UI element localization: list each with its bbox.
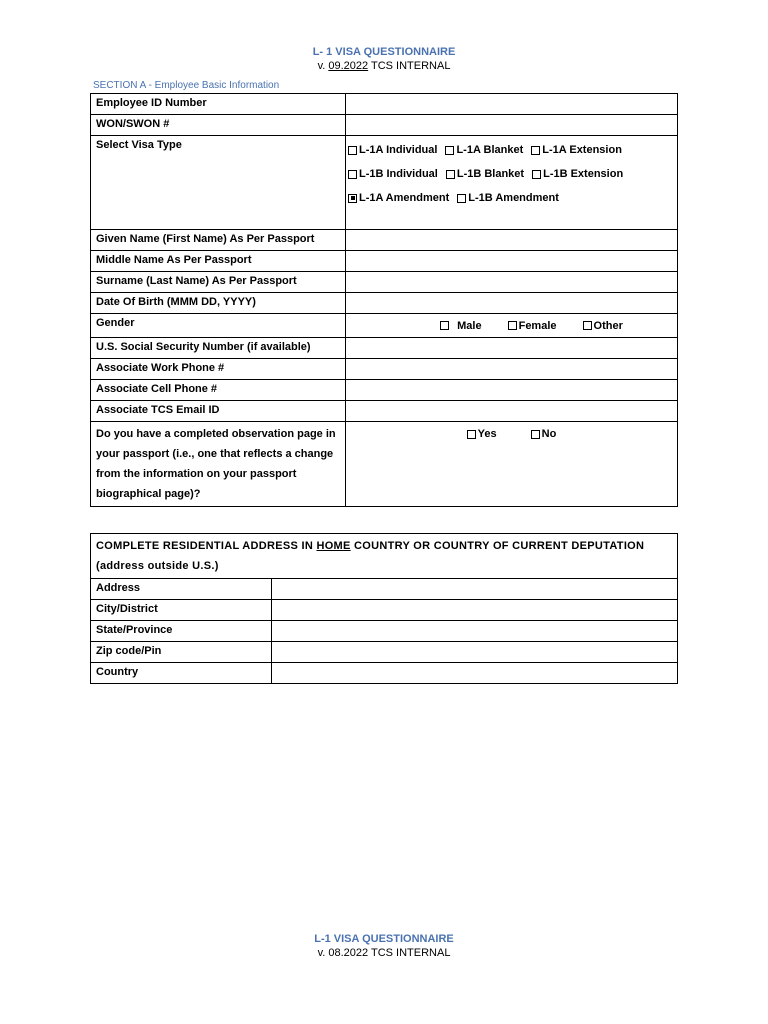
middle-name-label: Middle Name As Per Passport bbox=[91, 251, 346, 272]
visa-option-l1a-amendment[interactable] bbox=[348, 191, 449, 205]
gender-label: Gender bbox=[91, 314, 346, 338]
observation-option-no[interactable] bbox=[531, 427, 557, 441]
version-prefix: v. bbox=[317, 60, 329, 72]
footer-title: L-1 VISA QUESTIONNAIRE bbox=[314, 933, 454, 945]
won-field[interactable] bbox=[346, 115, 678, 136]
country-field[interactable] bbox=[272, 663, 678, 684]
observation-options bbox=[346, 422, 678, 507]
address-table bbox=[90, 533, 678, 684]
checkbox-icon bbox=[440, 321, 449, 330]
checkbox-icon bbox=[467, 430, 476, 439]
observation-option-yes[interactable] bbox=[467, 427, 497, 441]
employee-info-table bbox=[90, 93, 678, 507]
employee-id-label: Employee ID Number bbox=[91, 94, 346, 115]
checkbox-icon bbox=[348, 170, 357, 179]
checkbox-icon bbox=[532, 170, 541, 179]
work-phone-label: Associate Work Phone # bbox=[91, 359, 346, 380]
state-field[interactable] bbox=[272, 621, 678, 642]
visa-type-options bbox=[346, 136, 678, 230]
option-label: No bbox=[541, 428, 557, 440]
gender-option-other[interactable] bbox=[583, 319, 623, 333]
gender-options bbox=[346, 314, 678, 338]
option-label: L-1B Individual bbox=[359, 168, 438, 180]
option-label: L-1B Amendment bbox=[468, 192, 559, 204]
visa-option-l1b-amendment[interactable] bbox=[457, 191, 559, 205]
address-heading-line2: (address outside U.S.) bbox=[96, 560, 219, 572]
checkbox-icon bbox=[445, 146, 454, 155]
country-label: Country bbox=[91, 663, 272, 684]
dob-label: Date Of Birth (MMM DD, YYYY) bbox=[91, 293, 346, 314]
option-label: L-1A Blanket bbox=[456, 144, 524, 156]
address-heading-part2: COUNTRY OR COUNTRY OF CURRENT DEPUTATION bbox=[350, 540, 645, 552]
option-label: Female bbox=[518, 319, 557, 332]
visa-type-label: Select Visa Type bbox=[91, 136, 346, 230]
given-name-field[interactable] bbox=[346, 230, 678, 251]
employee-id-field[interactable] bbox=[346, 94, 678, 115]
version-date: 09.2022 bbox=[328, 60, 369, 72]
option-label: Other bbox=[593, 319, 623, 332]
city-field[interactable] bbox=[272, 600, 678, 621]
dob-field[interactable] bbox=[346, 293, 678, 314]
address-heading bbox=[91, 534, 678, 579]
visa-option-l1b-blanket[interactable] bbox=[446, 167, 524, 181]
won-label: WON/SWON # bbox=[91, 115, 346, 136]
option-label: Male bbox=[457, 319, 482, 332]
state-label: State/Province bbox=[91, 621, 272, 642]
version-suffix: TCS INTERNAL bbox=[368, 60, 451, 72]
surname-field[interactable] bbox=[346, 272, 678, 293]
visa-option-l1a-extension[interactable] bbox=[531, 143, 622, 157]
visa-option-l1b-individual[interactable] bbox=[348, 167, 438, 181]
version-line bbox=[0, 60, 768, 72]
option-label: L-1A Amendment bbox=[359, 192, 450, 204]
ssn-field[interactable] bbox=[346, 338, 678, 359]
cell-phone-field[interactable] bbox=[346, 380, 678, 401]
given-name-label: Given Name (First Name) As Per Passport bbox=[91, 230, 346, 251]
checkbox-icon bbox=[348, 146, 357, 155]
checked-checkbox-icon bbox=[348, 194, 357, 203]
visa-option-l1a-individual[interactable] bbox=[348, 143, 437, 157]
option-label: L-1A Individual bbox=[359, 144, 438, 156]
checkbox-icon bbox=[508, 321, 517, 330]
address-heading-part1: COMPLETE RESIDENTIAL ADDRESS IN bbox=[96, 540, 317, 552]
checkbox-icon bbox=[457, 194, 466, 203]
middle-name-field[interactable] bbox=[346, 251, 678, 272]
option-label: L-1B Extension bbox=[543, 168, 624, 180]
observation-label: Do you have a completed observation page in your passport (i.e., one that reflects a change from the information on your passport biographical page)? bbox=[91, 422, 346, 507]
address-label: Address bbox=[91, 579, 272, 600]
visa-option-l1a-blanket[interactable] bbox=[445, 143, 523, 157]
checkbox-icon bbox=[583, 321, 592, 330]
visa-option-l1b-extension[interactable] bbox=[532, 167, 623, 181]
zip-field[interactable] bbox=[272, 642, 678, 663]
email-label: Associate TCS Email ID bbox=[91, 401, 346, 422]
work-phone-field[interactable] bbox=[346, 359, 678, 380]
checkbox-icon bbox=[531, 146, 540, 155]
ssn-label: U.S. Social Security Number (if available) bbox=[91, 338, 346, 359]
cell-phone-label: Associate Cell Phone # bbox=[91, 380, 346, 401]
section-a-label: SECTION A - Employee Basic Information bbox=[93, 80, 280, 91]
address-field[interactable] bbox=[272, 579, 678, 600]
gender-option-male[interactable] bbox=[440, 319, 481, 333]
page-title: L- 1 VISA QUESTIONNAIRE bbox=[312, 46, 456, 58]
checkbox-icon bbox=[531, 430, 540, 439]
zip-label: Zip code/Pin bbox=[91, 642, 272, 663]
gender-option-female[interactable] bbox=[508, 319, 557, 333]
email-field[interactable] bbox=[346, 401, 678, 422]
checkbox-icon bbox=[446, 170, 455, 179]
city-label: City/District bbox=[91, 600, 272, 621]
option-label: Yes bbox=[477, 428, 497, 440]
option-label: L-1B Blanket bbox=[456, 168, 525, 180]
option-label: L-1A Extension bbox=[542, 144, 622, 156]
address-heading-home: HOME bbox=[316, 540, 351, 552]
surname-label: Surname (Last Name) As Per Passport bbox=[91, 272, 346, 293]
footer-version: v. 08.2022 TCS INTERNAL bbox=[317, 947, 451, 959]
